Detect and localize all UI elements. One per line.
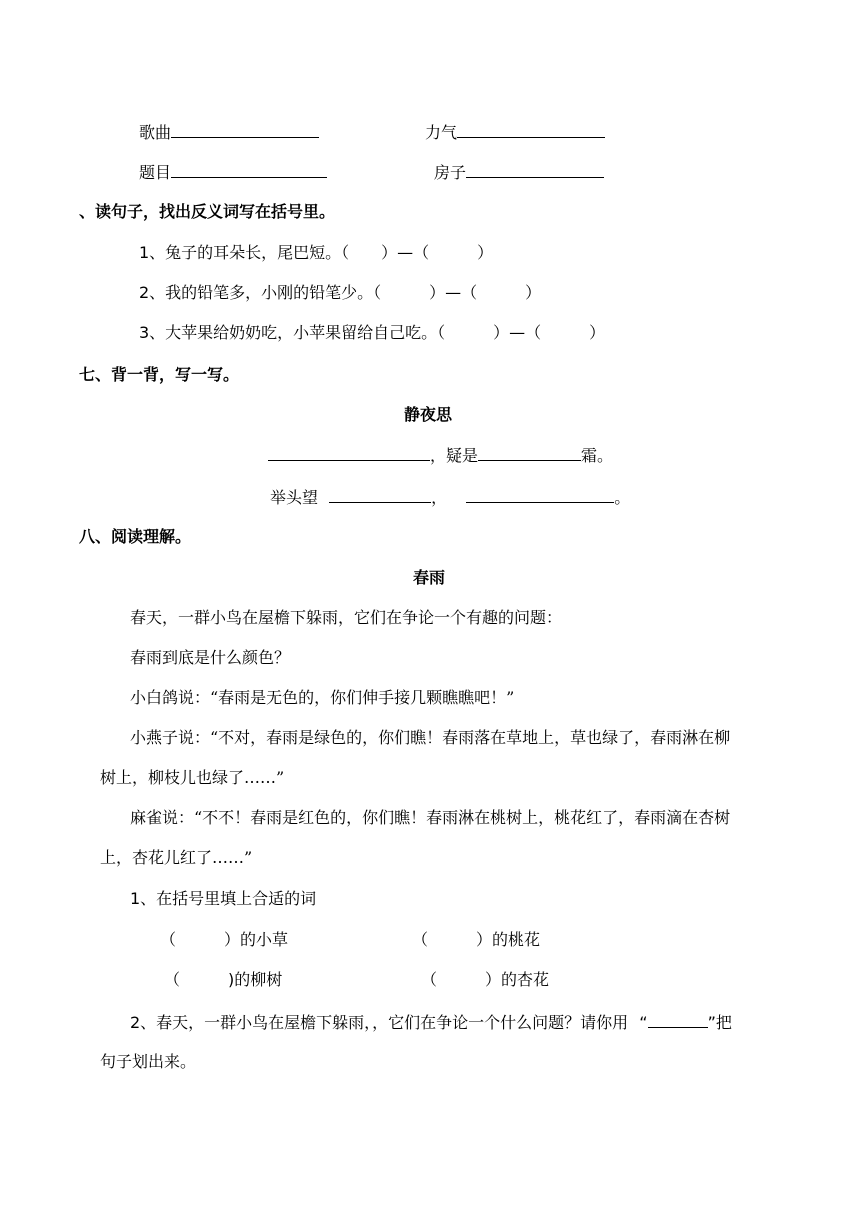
poem-text: 霜。 [581,446,614,465]
poem-text: ， [431,488,448,507]
word-item-fangzi [434,161,604,184]
word-item-liqi [425,121,605,144]
story-paragraph-2: 春雨到底是什么颜色？ [130,648,291,667]
story-paragraph-4: 小燕子说：“不对，春雨是绿色的，你们瞧！春雨落在草地上，草也绿了，春雨淋在柳 [130,728,731,747]
section-6-heading: 、读句子，找出反义词写在括号里。 [79,202,336,221]
poem-text: 举头望 [270,488,319,507]
poem-blank[interactable] [329,486,431,503]
antonym-question-3: 3、大苹果给奶奶吃，小苹果留给自己吃。（ ）—（ ） [139,323,606,342]
story-paragraph-1: 春天，一群小鸟在屋檐下躲雨，它们在争论一个有趣的问题： [130,608,563,627]
answer-blank[interactable] [171,121,319,138]
fill-item-apricot[interactable]: （ ）的杏花 [421,970,550,989]
fill-item-willow[interactable]: （ )的柳树 [164,970,283,989]
word-label: 歌曲 [139,123,172,142]
fill-item-grass[interactable]: （ ）的小草 [160,930,289,949]
question-text: ”把 [707,1013,732,1032]
poem-line-1 [268,444,613,467]
antonym-question-2: 2、我的铅笔多，小刚的铅笔少。（ ）—（ ） [139,283,542,302]
answer-blank[interactable] [171,161,327,178]
section-8-heading: 八、阅读理解。 [79,527,192,546]
story-paragraph-3: 小白鸽说：“春雨是无色的，你们伸手接几颗瞧瞧吧！” [130,688,515,707]
poem-title: 静夜思 [404,405,453,424]
word-label: 力气 [425,123,458,142]
antonym-question-1: 1、兔子的耳朵长，尾巴短。（ ）—（ ） [139,243,494,262]
reading-question-2 [130,1011,732,1034]
answer-blank[interactable] [457,121,605,138]
word-label: 房子 [434,163,467,182]
quote-mark: “ [639,1013,648,1032]
story-title: 春雨 [413,568,446,587]
poem-blank[interactable] [466,486,614,503]
story-paragraph-5: 麻雀说：“不不！春雨是红色的，你们瞧！春雨淋在桃树上，桃花红了，春雨滴在杏树 [130,808,731,827]
answer-blank[interactable] [466,161,604,178]
word-label: 题目 [139,163,172,182]
reading-question-1: 1、在括号里填上合适的词 [130,889,317,908]
fill-item-peach[interactable]: （ ）的桃花 [412,930,541,949]
poem-line-2 [270,486,630,509]
reading-question-2-cont: 句子划出来。 [100,1052,197,1071]
word-item-timu [139,161,327,184]
word-item-gequ [139,121,319,144]
question-text: 2、春天，一群小鸟在屋檐下躲雨，，它们在争论一个什么问题？请你用 [130,1013,629,1032]
section-7-heading: 七、背一背，写一写。 [79,365,240,384]
poem-blank[interactable] [478,444,581,461]
poem-text: ，疑是 [430,446,479,465]
story-paragraph-4-cont: 树上，柳枝儿也绿了……” [100,768,285,787]
underline-sample [648,1011,708,1028]
story-paragraph-5-cont: 上，杏花儿红了……” [100,848,253,867]
poem-text: 。 [614,488,631,507]
poem-blank[interactable] [268,444,430,461]
